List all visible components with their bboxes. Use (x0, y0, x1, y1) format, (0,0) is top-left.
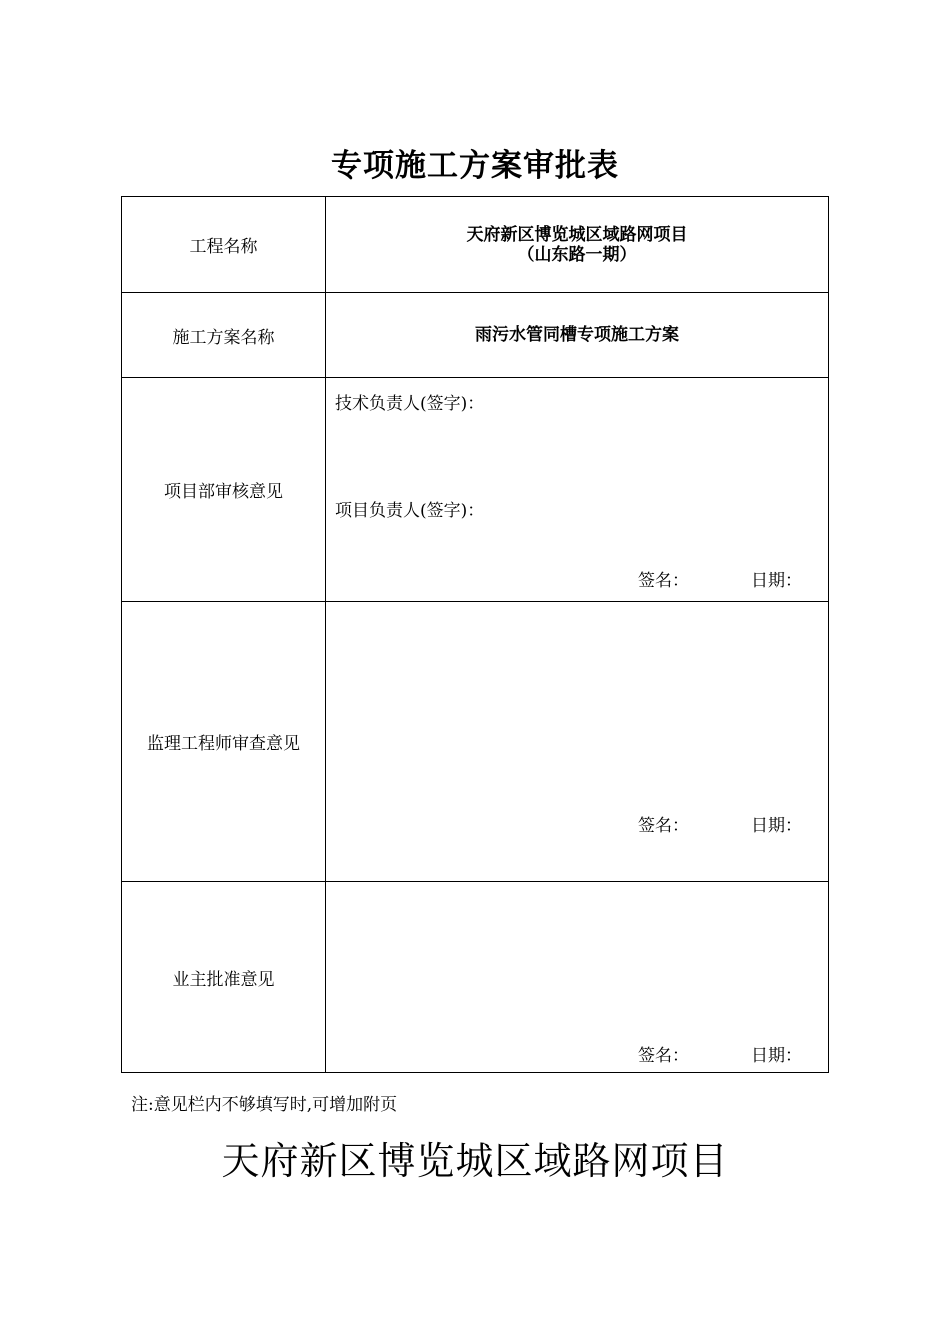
owner-approval-field[interactable] (326, 882, 829, 1073)
table-row-owner-approval (122, 882, 829, 1073)
project-dept-sign-row (638, 566, 802, 591)
table-note: 注:意见栏内不够填写时,可增加附页 (131, 1095, 398, 1115)
project-name-line2: （山东路一期） (517, 244, 637, 265)
plan-name-value: 雨污水管同槽专项施工方案 (326, 293, 829, 378)
tech-lead-signature-label: 技术负责人(签字)： (335, 394, 485, 414)
date-label: 日期： (751, 571, 802, 591)
table-row-project-name (122, 197, 829, 293)
table-row-project-dept-review (122, 378, 829, 602)
owner-sign-row (638, 1041, 802, 1066)
project-name-label: 工程名称 (122, 197, 326, 293)
date-label: 日期： (751, 816, 802, 836)
supervisor-review-field[interactable] (326, 602, 829, 882)
sign-label: 签名： (638, 571, 689, 591)
supervisor-review-label: 监理工程师审查意见 (122, 602, 326, 882)
project-name-line1: 天府新区博览城区域路网项目 (466, 224, 688, 245)
project-lead-signature-label: 项目负责人(签字)： (335, 501, 485, 521)
sign-label: 签名： (638, 816, 689, 836)
approval-table (121, 196, 829, 1073)
date-label: 日期： (751, 1046, 802, 1066)
table-row-plan-name (122, 293, 829, 378)
plan-name-label: 施工方案名称 (122, 293, 326, 378)
project-name-value (326, 197, 829, 293)
table-row-supervisor-review (122, 602, 829, 882)
footer-project-title: 天府新区博览城区域路网项目 (221, 1139, 729, 1183)
owner-approval-label: 业主批准意见 (122, 882, 326, 1073)
project-dept-review-field[interactable] (326, 378, 829, 602)
sign-label: 签名： (638, 1046, 689, 1066)
page-title: 专项施工方案审批表 (331, 148, 619, 184)
supervisor-sign-row (638, 811, 802, 836)
project-dept-review-label: 项目部审核意见 (122, 378, 326, 602)
